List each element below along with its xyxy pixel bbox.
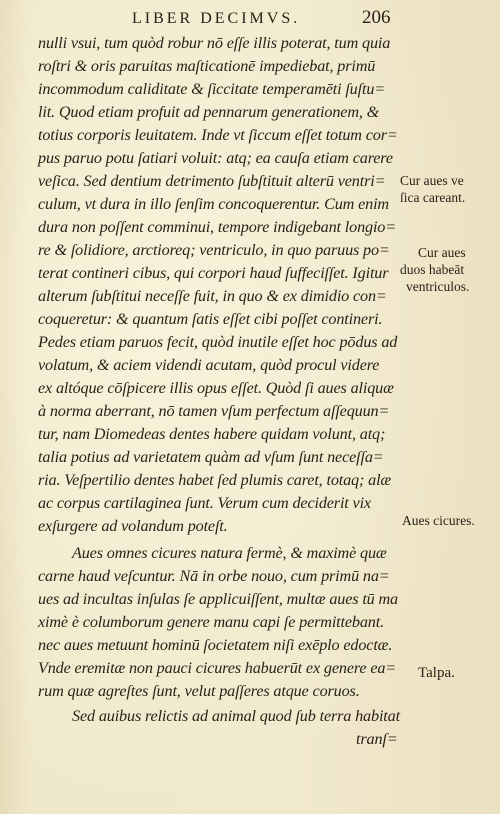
text-line: volatum, & aciem videndi acutam, quòd procul videre xyxy=(38,356,380,374)
text-line: pus paruo potu ſatiari voluit: atq; ea cauſa etiam carere xyxy=(38,149,393,167)
text-line: Pedes etiam paruos fecit, quòd inutile eſſet hoc pōdus ad xyxy=(38,333,398,351)
margin-note-line: Cur aues xyxy=(418,245,466,260)
text-line: Vnde eremitæ non pauci cicures habuerūt ex genere ea= xyxy=(38,659,397,677)
margin-note-line: ventriculos. xyxy=(406,279,470,294)
margin-note-line: Aues cicures. xyxy=(402,513,475,528)
margin-note xyxy=(400,172,465,206)
text-line: exſurgere ad volandum poteſt. xyxy=(38,517,228,535)
text-line: carne haud veſcuntur. Nā in orbe nouo, cum primū na= xyxy=(38,567,390,585)
text-line: incommodum caliditate & ſiccitate temperamēti ſuſtu= xyxy=(38,80,386,98)
text-line: coqueretur: & quantum ſatis eſſet cibi poſſet contineri. xyxy=(38,310,383,328)
text-line: totius corporis leuitatem. Inde vt ſiccum eſſet totum cor= xyxy=(38,126,398,144)
text-line: ria. Veſpertilio dentes habet ſed plumis caret, totaq; alæ xyxy=(38,471,392,489)
margin-note-line: Talpa. xyxy=(418,665,455,681)
text-line: veſica. Sed dentium detrimento ſubſtituit alterū ventri= xyxy=(38,172,386,190)
text-line: re & ſolidiore, arctioreq; ventriculo, in quo paruus po= xyxy=(38,241,390,259)
page-number: 206 xyxy=(362,7,391,28)
margin-note xyxy=(418,665,455,682)
margin-note-line: duos habeāt xyxy=(400,262,465,277)
text-line: ac corpus cartilaginea ſunt. Verum cum deciderit vix xyxy=(38,494,371,512)
margin-note xyxy=(400,244,469,295)
text-line: à norma aberrant, nō tamen vſum perfectum aſſequun= xyxy=(38,402,390,420)
text-line: dura non poſſent comminui, tempore indigebant longio= xyxy=(38,218,397,236)
paragraph-first-line: Aues omnes cicures natura fermè, & maximè quæ xyxy=(72,544,387,562)
text-line: ximè è columborum genere manu capi ſe permittebant. xyxy=(38,613,384,631)
catchword: tranſ= xyxy=(356,730,398,748)
text-line: lit. Quod etiam profuit ad pennarum generationem, & xyxy=(38,103,380,121)
text-line: nulli vsui, tum quòd robur nō eſſe illis poterat, tum quia xyxy=(38,34,391,52)
margin-note xyxy=(402,512,475,529)
text-line: terat contineri cibus, qui corpori haud ſuffeciſſet. Igitur xyxy=(38,264,389,282)
margin-note-line: Cur aues ve xyxy=(400,173,464,188)
text-line: nec aues metuunt hominū ſocietatem niſi exēplo edoctæ. xyxy=(38,636,393,654)
text-line: alterum ſubſtitui neceſſe fuit, in quo & ex dimidio con= xyxy=(38,287,387,305)
text-line: ex altóque cōſpicere illis opus eſſet. Quòd ſi aues aliquæ xyxy=(38,379,394,397)
text-line: ues ad incultas inſulas ſe applicuiſſent, multæ aues tū ma xyxy=(38,590,398,608)
text-line: talia potius ad varietatem quàm ad vſum ſunt neceſſa= xyxy=(38,448,384,466)
text-line: rum quæ agreſtes ſunt, velut paſſeres atque coruos. xyxy=(38,682,360,700)
text-line: culum, vt dura in illo ſenſim concoquerentur. Cum enim xyxy=(38,195,389,213)
text-line: tur, nam Diomedeas dentes habere quidam volunt, atq; xyxy=(38,425,386,443)
margin-note-line: ſica careant. xyxy=(400,190,466,205)
text-line: roſtri & oris paruitas maſticationē impediebat, primū xyxy=(38,57,376,75)
paragraph-first-line: Sed auibus relictis ad animal quod ſub terra habitat xyxy=(72,707,400,725)
running-head: LIBER DECIMVS. xyxy=(132,10,301,27)
